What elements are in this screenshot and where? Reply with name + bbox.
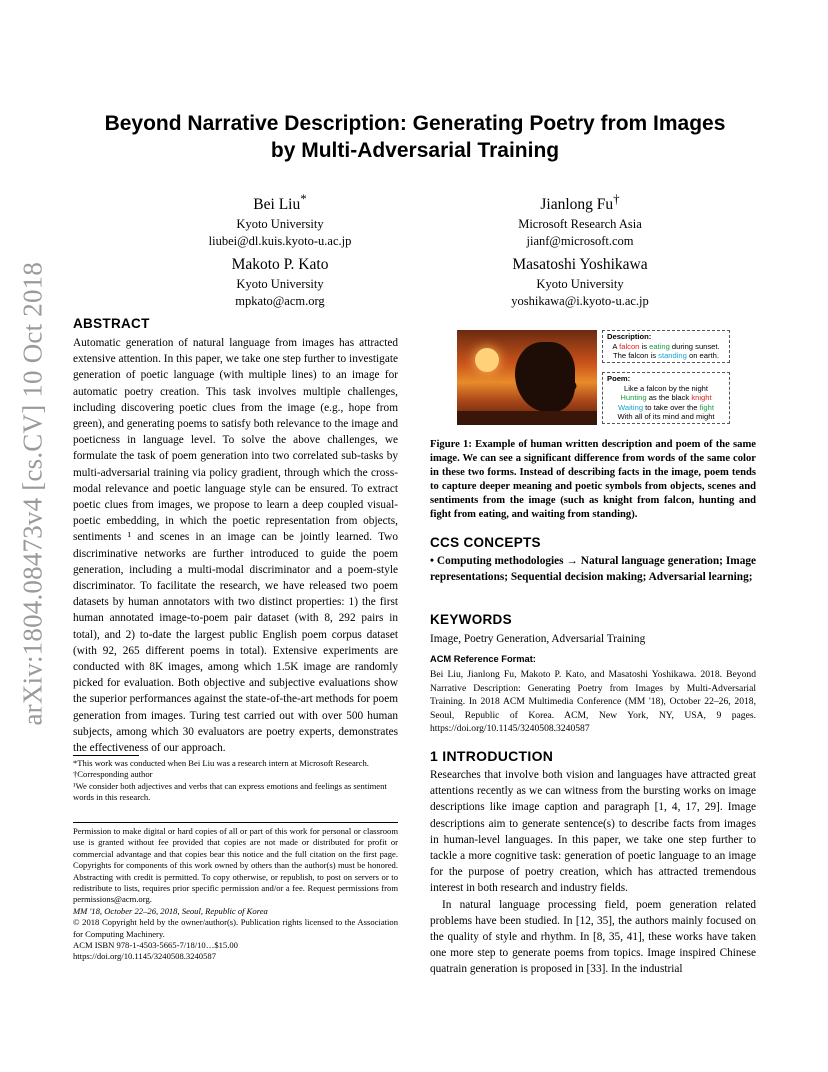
author-email: yoshikawa@i.kyoto-u.ac.jp bbox=[511, 293, 649, 308]
intro-paragraph: Researches that involve both vision and languages have attracted great attentions recently as we can witness from the bursting works on image descriptions like image caption and paragraph [1, 4, 17, 29]. Image descriptions aim to generate sentence(s) to describe facts from images in human-level languages. In this paper, we take one step further to tackle a more cognitive task: generation of poetic language to an image for the purpose of poetry creation, which has attracted tremendous interest in both research and industry fields. bbox=[430, 769, 756, 895]
author-email: liubei@dl.kuis.kyoto-u.ac.jp bbox=[208, 233, 352, 248]
footnotes bbox=[73, 758, 398, 804]
sun-shape bbox=[475, 348, 499, 372]
keywords: Image, Poetry Generation, Adversarial Training bbox=[430, 633, 646, 645]
author-name: Masatoshi Yoshikawa bbox=[512, 256, 648, 273]
footnote: *This work was conducted when Bei Liu was a research intern at Microsoft Research. bbox=[73, 758, 369, 768]
doi: https://doi.org/10.1145/3240508.3240587 bbox=[73, 951, 216, 962]
author-name: Bei Liu bbox=[253, 196, 301, 214]
permission-block bbox=[73, 826, 398, 963]
conference-line: MM '18, October 22–26, 2018, Seoul, Republic of Korea bbox=[73, 905, 268, 916]
ground-shape bbox=[457, 411, 597, 425]
description-line: A falcon is eating during sunset. bbox=[612, 341, 720, 351]
reference-format: Bei Liu, Jianlong Fu, Makoto P. Kato, and Masatoshi Yoshikawa. 2018. Beyond Narrative Description: Generating Poetry from Images by Multi-Adversarial Training. In 2018 ACM Multimedia Conference (MM '18), October 22–26, 2018, Seoul, Republic of Korea. ACM, New York, NY, USA, 9 pages. https://doi.org/10.1145/3240508.3240587 bbox=[430, 669, 756, 734]
falcon-sunset-image bbox=[457, 330, 597, 425]
intro-paragraph: In natural language processing field, poem generation related problems have been studied. In [12, 35], the authors mainly focused on the quality of style and rhythm. In [8, 35, 41], these works have taken one more step to generate poems from topics. Image inspired Chinese quatrain generation is proposed in [33]. In the industrial bbox=[430, 898, 756, 976]
author-block-2: Jianlong Fu† Microsoft Research Asia jianf@microsoft.com bbox=[455, 188, 705, 249]
copyright-notice: © 2018 Copyright held by the owner/author(s). Publication rights licensed to the Association for Computing Machinery. bbox=[73, 917, 398, 939]
author-affiliation: Kyoto University bbox=[236, 217, 324, 232]
intro-text bbox=[430, 767, 756, 978]
poem-box: Poem: Like a falcon by the night Hunting as the black knight Waiting to take over the fight With all of its mind and might bbox=[602, 372, 730, 424]
description-box: Description: A falcon is eating during sunset. The falcon is standing on earth. bbox=[602, 330, 730, 363]
author-block-4 bbox=[455, 254, 705, 309]
footnote: †Corresponding author bbox=[73, 769, 153, 780]
poem-line: Waiting to take over the fight bbox=[618, 402, 714, 412]
falcon-silhouette bbox=[515, 342, 575, 412]
keywords-heading: KEYWORDS bbox=[430, 612, 512, 627]
footnote: ¹We consider both adjectives and verbs that can express emotions and feelings as sentiment words in this research. bbox=[73, 780, 387, 803]
isbn: ACM ISBN 978-1-4503-5665-7/18/10…$15.00 bbox=[73, 940, 238, 951]
figure-caption: Figure 1: Example of human written description and poem of the same image. We can see a significant difference from words of the same color in these two forms. Instead of describing facts in the image, poem tends to capture deeper meaning and poetic symbols from objects, scenes and sentiments from the image (such as knight from falcon, hunting and fight from eating, and waiting from standing). bbox=[430, 439, 756, 520]
arxiv-identifier: arXiv:1804.08473v4 [cs.CV] 10 Oct 2018 bbox=[17, 261, 48, 726]
author-affiliation: Microsoft Research Asia bbox=[518, 217, 642, 232]
paper-title: Beyond Narrative Description: Generating Poetry from Images by Multi-Adversarial Training bbox=[104, 112, 726, 162]
footnote-divider bbox=[73, 755, 139, 756]
abstract-heading: ABSTRACT bbox=[73, 316, 150, 331]
ccs-heading: CCS CONCEPTS bbox=[430, 535, 541, 550]
author-name: Jianlong Fu bbox=[540, 196, 614, 214]
permission-notice: Permission to make digital or hard copies of all or part of this work for personal or classroom use is granted without fee provided that copies are not made or distributed for profit or commercial advantage and that copies bear this notice and the full citation on the first page. Copyrights for components of this work owned by others than the author(s) must be honored. Abstracting with credit is permitted. To copy otherwise, or republish, to post on servers or to redistribute to lists, requires prior specific permission and/or a fee. Request permissions from permissions@acm.org. bbox=[73, 826, 398, 905]
author-name: Makoto P. Kato bbox=[231, 256, 329, 273]
abstract-text: Automatic generation of natural language from images has attracted extensive attention. In this paper, we take one step further to investigate generation of poetic language (with multiple lines) to an image for automatic poetry creation. This task involves multiple challenges, including discovering poetic clues from the image (e.g., hope from green), and generating poems to satisfy both relevance to the image and poeticness in language level. To solve the above challenges, we formulate the task of poem generation into two correlated sub-tasks by multi-adversarial training via policy gradient, through which the cross-modal relevance and poetic language style can be ensured. To extract poetic clues from images, we propose to learn a deep coupled visual-poetic embedding, in which the poetic representation from objects, sentiments ¹ and scenes in an image can be jointly learned. Two discriminative networks are further introduced to guide the poem generation, including a multi-modal discriminator and a poem-style discriminator. To facilitate the research, we have released two poem datasets by human annotators with two distinct properties: 1) the first human annotated image-to-poem pair dataset (with 8, 292 pairs in total), and 2) to-date the largest public English poem corpus dataset (with 92, 265 different poems in total). Extensive experiments are conducted with 8K images, among which 1.5K image are randomly picked for evaluation. Both objective and subjective evaluations show the superior performances against the state-of-the-art methods for poem generation from images. Turing test carried out with over 500 human subjects, among which 30 evaluators are poetry experts, demonstrates the effectiveness of our approach. bbox=[73, 337, 398, 755]
ccs-concepts: • Computing methodologies → Natural language generation; Image representations; Sequential decision making; Adversarial learning; bbox=[430, 555, 756, 584]
author-block-1: Bei Liu* Kyoto University liubei@dl.kuis.kyoto-u.ac.jp bbox=[155, 188, 405, 249]
author-affiliation: Kyoto University bbox=[236, 277, 324, 291]
author-email: mpkato@acm.org bbox=[235, 293, 325, 308]
author-email: jianf@microsoft.com bbox=[526, 233, 634, 248]
permission-divider bbox=[73, 822, 398, 823]
poem-line: Like a falcon by the night bbox=[623, 383, 708, 393]
reference-format-label: ACM Reference Format: bbox=[430, 654, 536, 664]
intro-heading: 1 INTRODUCTION bbox=[430, 748, 554, 764]
figure-1 bbox=[457, 330, 757, 430]
author-block-3 bbox=[155, 254, 405, 309]
poem-line: Hunting as the black knight bbox=[620, 393, 712, 403]
description-line: The falcon is standing on earth. bbox=[613, 351, 719, 361]
author-affiliation: Kyoto University bbox=[536, 277, 624, 291]
poem-line: With all of its mind and might bbox=[617, 412, 715, 422]
